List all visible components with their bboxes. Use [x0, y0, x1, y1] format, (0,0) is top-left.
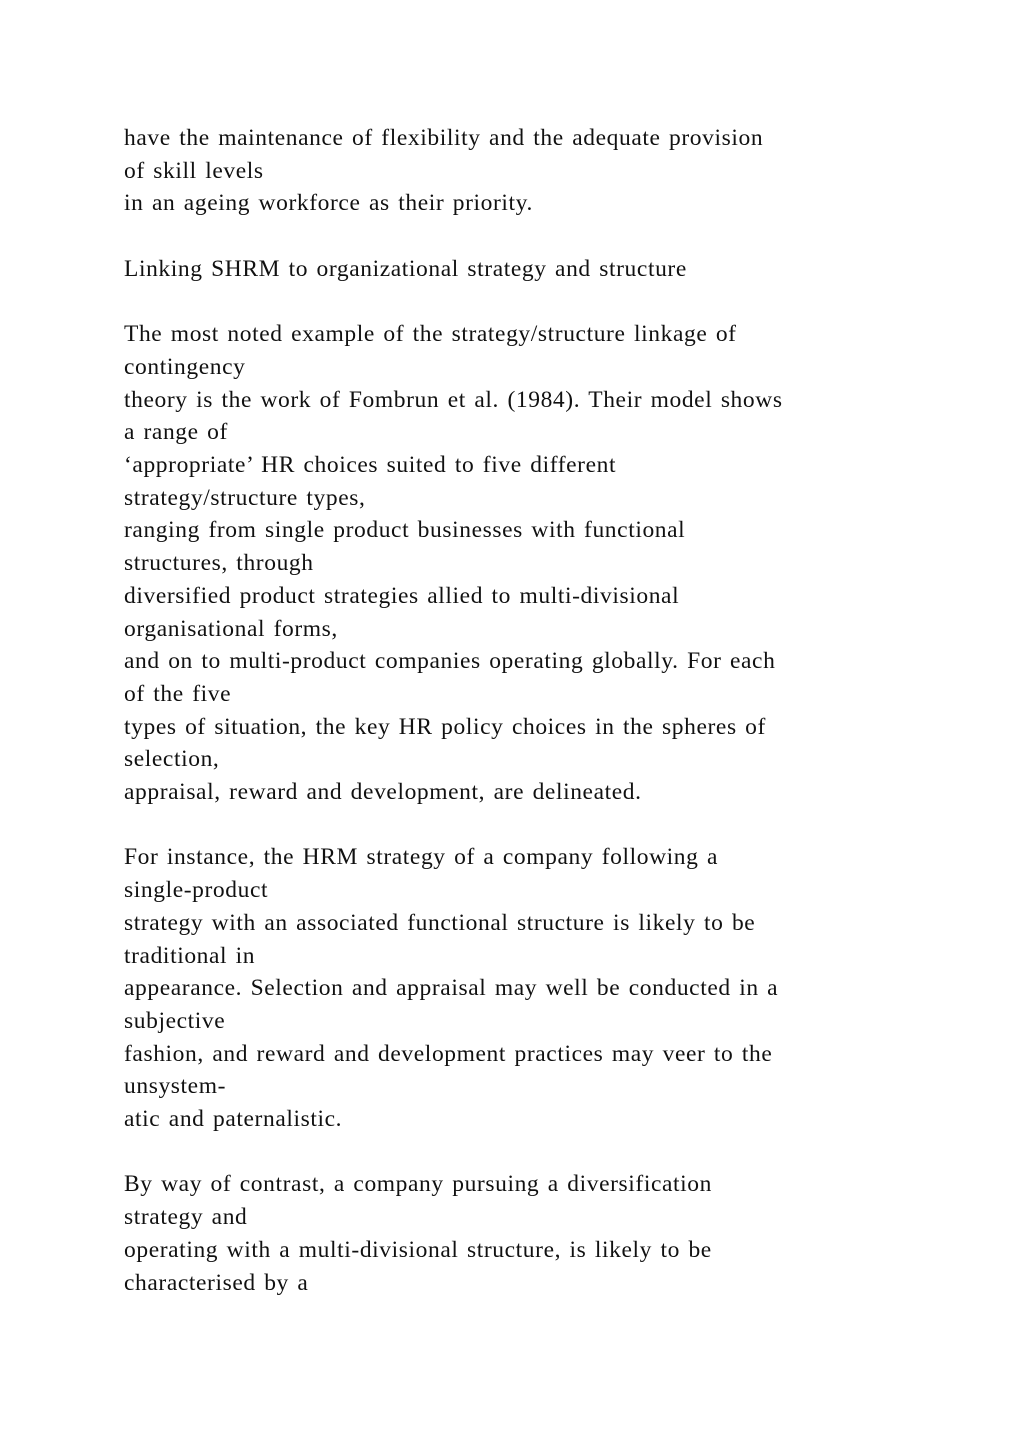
text-line: have the maintenance of flexibility and the adequate provision: [124, 125, 764, 151]
text-line: For instance, the HRM strategy of a company following a: [124, 844, 718, 871]
text-line: a range of: [124, 419, 228, 446]
text-line: unsystem-: [124, 1073, 227, 1100]
text-line: organisational forms,: [124, 615, 338, 642]
text-line: subjective: [124, 1007, 226, 1034]
text-line: The most noted example of the strategy/structure linkage of: [124, 321, 737, 348]
text-line: of the five: [124, 680, 232, 707]
document-body: [124, 122, 944, 1332]
text-line: strategy/structure types,: [124, 484, 366, 511]
text-line: ranging from single product businesses with functional: [124, 517, 686, 544]
text-line: ‘appropriate’ HR choices suited to five different: [124, 452, 617, 478]
paragraph-2: [124, 318, 944, 809]
text-line: strategy and: [124, 1204, 248, 1231]
paragraph-3: [124, 841, 944, 1135]
text-line: theory is the work of Fombrun et al. (1984). Their model shows: [124, 386, 783, 413]
text-line: of skill levels: [124, 157, 264, 184]
section-heading: [124, 253, 944, 286]
text-line: contingency: [124, 353, 246, 380]
paragraph-1: [124, 122, 944, 220]
text-line: selection,: [124, 746, 220, 773]
text-line: By way of contrast, a company pursuing a diversification: [124, 1171, 712, 1198]
text-line: appraisal, reward and development, are delineated.: [124, 779, 642, 806]
text-line: in an ageing workforce as their priority.: [124, 190, 533, 217]
text-line: strategy with an associated functional structure is likely to be: [124, 909, 756, 936]
text-line: traditional in: [124, 942, 256, 969]
heading-line: Linking SHRM to organizational strategy and structure: [124, 255, 687, 282]
text-line: single-product: [124, 877, 269, 904]
paragraph-4: [124, 1168, 944, 1299]
text-line: characterised by a: [124, 1269, 309, 1296]
text-line: appearance. Selection and appraisal may well be conducted in a: [124, 975, 779, 1002]
text-line: types of situation, the key HR policy choices in the spheres of: [124, 713, 766, 740]
text-line: structures, through: [124, 550, 314, 577]
text-line: atic and paternalistic.: [124, 1106, 343, 1133]
text-line: diversified product strategies allied to multi-divisional: [124, 582, 680, 609]
text-line: and on to multi-product companies operating globally. For each: [124, 648, 776, 675]
text-line: fashion, and reward and development practices may veer to the: [124, 1040, 773, 1067]
text-line: operating with a multi-divisional structure, is likely to be: [124, 1236, 712, 1263]
